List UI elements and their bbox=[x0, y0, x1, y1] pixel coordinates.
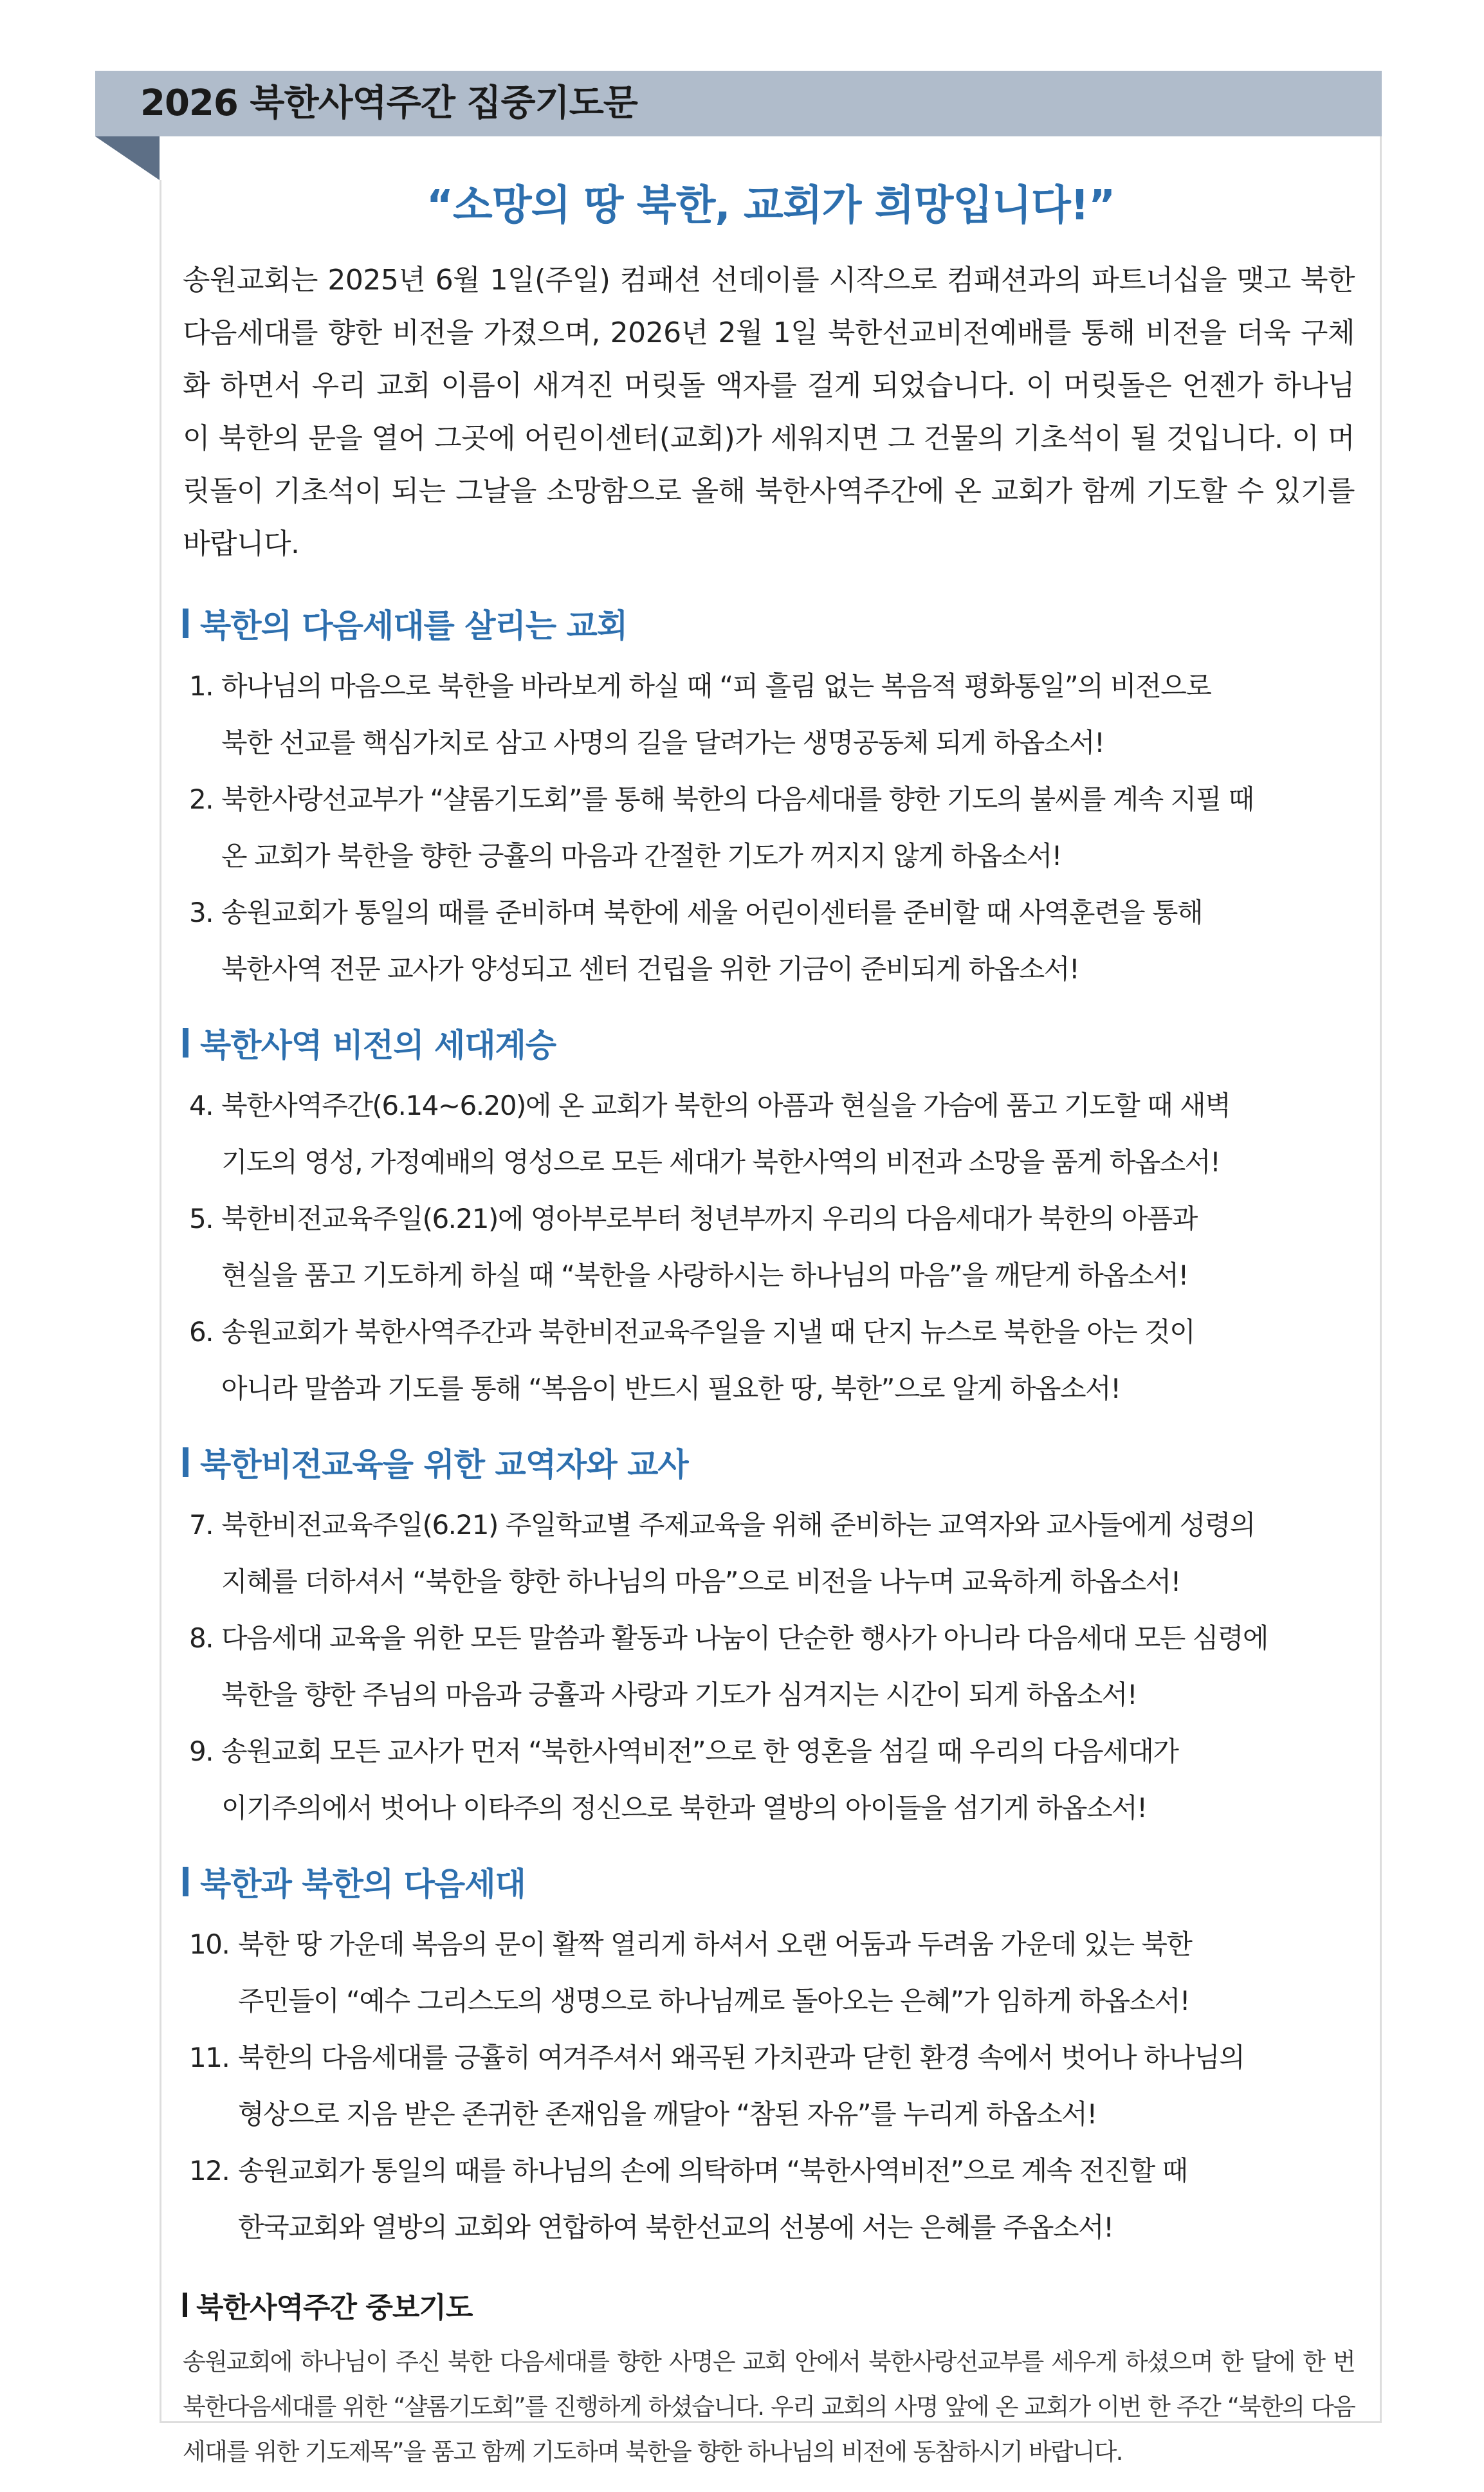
prayer-number: 7. bbox=[189, 1509, 214, 1541]
prayer-line: 한국교회와 열방의 교회와 연합하여 북한선교의 선봉에 서는 은혜를 주옵소서! bbox=[238, 2212, 1113, 2243]
prayer-number: 4. bbox=[189, 1090, 214, 1121]
prayer-number: 12. bbox=[189, 2155, 230, 2186]
prayer-line: 송원교회가 통일의 때를 하나님의 손에 의탁하며 “북한사역비전”으로 계속 전진할 때 bbox=[238, 2155, 1187, 2186]
intro-paragraph: 송원교회는 2025년 6월 1일(주일) 컴패션 선데이를 시작으로 컴패션과의 파트너십을 맺고 북한다음세대를 향한 비전을 가졌으며, 2026년 2월 1일 북한선교비전예배를 통해 비전을 더욱 구체화 하면서 우리 교회 이름이 새겨진 머릿돌 액자를 걸게 되었습니다. 이 머릿돌은 언젠가 하나님이 북한의 문을 열어 그곳에 어린이센터(교회)가 세워지면 그 건물의 기초석이 될 것입니다. 이 머릿돌이 기초석이 되는 그날을 소망함으로 올해 북한사역주간에 온 교회가 함께 기도할 수 있기를 바랍니다. bbox=[183, 264, 1355, 560]
prayer-line: 북한의 다음세대를 긍휼히 여겨주셔서 왜곡된 가치관과 닫힌 환경 속에서 벗어나 하나님의 bbox=[238, 2042, 1245, 2073]
prayer-item bbox=[183, 1077, 1355, 1191]
section-bar-icon bbox=[183, 1028, 188, 1058]
prayer-list bbox=[183, 658, 1355, 998]
prayer-line: 북한비전교육주일(6.21) 주일학교별 주제교육을 위해 준비하는 교역자와 교사들에게 성령의 bbox=[221, 1509, 1255, 1541]
prayer-line: 북한사역주간(6.14~6.20)에 온 교회가 북한의 아픔과 현실을 가슴에 품고 기도할 때 새벽 bbox=[221, 1090, 1231, 1121]
section-bar-icon bbox=[183, 1867, 188, 1896]
prayer-line: 북한을 향한 주님의 마음과 긍휼과 사랑과 기도가 심겨지는 시간이 되게 하옵소서! bbox=[221, 1679, 1137, 1710]
prayer-line: 온 교회가 북한을 향한 긍휼의 마음과 간절한 기도가 꺼지지 않게 하옵소서! bbox=[221, 840, 1062, 872]
section-heading-text: 북한사역 비전의 세대계승 bbox=[200, 1027, 556, 1064]
prayer-item bbox=[183, 1191, 1355, 1304]
section-heading bbox=[183, 1858, 1355, 1905]
prayer-number: 1. bbox=[189, 670, 214, 702]
prayer-number: 2. bbox=[189, 783, 214, 815]
section-bar-icon bbox=[183, 609, 188, 638]
document-body bbox=[183, 254, 1355, 2475]
section-heading bbox=[183, 1020, 1355, 1066]
section-heading-text: 북한과 북한의 다음세대 bbox=[200, 1865, 526, 1903]
intercession-heading-text: 북한사역주간 중보기도 bbox=[196, 2291, 473, 2324]
header-fold-decoration bbox=[95, 136, 160, 180]
prayer-line: 현실을 품고 기도하게 하실 때 “북한을 사랑하시는 하나님의 마음”을 깨닫게 하옵소서! bbox=[221, 1260, 1188, 1291]
section-bar-icon bbox=[183, 1447, 188, 1477]
section-heading bbox=[183, 1439, 1355, 1485]
prayer-item bbox=[183, 884, 1355, 998]
section-heading bbox=[183, 600, 1355, 646]
prayer-item bbox=[183, 658, 1355, 771]
intercession-paragraph: 송원교회에 하나님이 주신 북한 다음세대를 향한 사명은 교회 안에서 북한사랑선교부를 세우게 하셨으며 한 달에 한 번 북한다음세대를 위한 “샬롬기도회”를 진행하게 하셨습니다. 우리 교회의 사명 앞에 온 교회가 이번 한 주간 “북한의 다음세대를 위한 기도제목”을 품고 함께 기도하며 북한을 향한 하나님의 비전에 동참하시기 바랍니다. bbox=[183, 2348, 1355, 2466]
main-title: “소망의 땅 북한, 교회가 희망입니다!” bbox=[426, 182, 1115, 230]
prayer-item bbox=[183, 771, 1355, 884]
prayer-line: 형상으로 지음 받은 존귀한 존재임을 깨달아 “참된 자유”를 누리게 하옵소서! bbox=[238, 2098, 1097, 2130]
prayer-number: 11. bbox=[189, 2042, 230, 2073]
prayer-number: 10. bbox=[189, 1929, 230, 1960]
section-heading-text: 북한비전교육을 위한 교역자와 교사 bbox=[200, 1446, 688, 1483]
header-title: 2026 북한사역주간 집중기도문 bbox=[140, 82, 637, 124]
prayer-line: 이기주의에서 벗어나 이타주의 정신으로 북한과 열방의 아이들을 섬기게 하옵소서! bbox=[221, 1792, 1147, 1824]
prayer-list bbox=[183, 1077, 1355, 1417]
prayer-list bbox=[183, 1497, 1355, 1837]
prayer-line: 지혜를 더하셔서 “북한을 향한 하나님의 마음”으로 비전을 나누며 교육하게 하옵소서! bbox=[221, 1566, 1180, 1597]
prayer-line: 송원교회가 통일의 때를 준비하며 북한에 세울 어린이센터를 준비할 때 사역훈련을 통해 bbox=[221, 897, 1203, 928]
prayer-line: 주민들이 “예수 그리스도의 생명으로 하나님께로 돌아오는 은혜”가 임하게 하옵소서! bbox=[238, 1985, 1190, 2017]
prayer-line: 북한 선교를 핵심가치로 삼고 사명의 길을 달려가는 생명공동체 되게 하옵소서! bbox=[221, 727, 1104, 758]
content-panel-left-border bbox=[160, 180, 161, 2423]
section-heading-text: 북한의 다음세대를 살리는 교회 bbox=[200, 607, 628, 645]
prayer-line: 하나님의 마음으로 북한을 바라보게 하실 때 “피 흘림 없는 복음적 평화통일”의 비전으로 bbox=[221, 670, 1211, 702]
prayer-number: 5. bbox=[189, 1203, 214, 1234]
prayer-line: 기도의 영성, 가정예배의 영성으로 모든 세대가 북한사역의 비전과 소망을 품게 하옵소서! bbox=[221, 1146, 1220, 1178]
prayer-number: 8. bbox=[189, 1622, 214, 1654]
prayer-line: 송원교회 모든 교사가 먼저 “북한사역비전”으로 한 영혼을 섬길 때 우리의 다음세대가 bbox=[221, 1736, 1178, 1767]
prayer-item bbox=[183, 1304, 1355, 1417]
prayer-item bbox=[183, 2143, 1355, 2256]
prayer-item bbox=[183, 1497, 1355, 1610]
prayer-line: 북한 땅 가운데 복음의 문이 활짝 열리게 하셔서 오랜 어둠과 두려움 가운데 있는 북한 bbox=[238, 1929, 1192, 1960]
prayer-number: 6. bbox=[189, 1316, 214, 1348]
prayer-item bbox=[183, 1723, 1355, 1837]
prayer-line: 북한비전교육주일(6.21)에 영아부로부터 청년부까지 우리의 다음세대가 북한의 아픔과 bbox=[221, 1203, 1197, 1234]
prayer-line: 다음세대 교육을 위한 모든 말씀과 활동과 나눔이 단순한 행사가 아니라 다음세대 모든 심령에 bbox=[221, 1622, 1268, 1654]
prayer-line: 아니라 말씀과 기도를 통해 “복음이 반드시 필요한 땅, 북한”으로 알게 하옵소서! bbox=[221, 1373, 1121, 1404]
intercession-heading bbox=[183, 2284, 1355, 2325]
prayer-list bbox=[183, 1916, 1355, 2256]
prayer-number: 3. bbox=[189, 897, 214, 928]
intercession-bar-icon bbox=[183, 2293, 187, 2317]
prayer-item bbox=[183, 1610, 1355, 1723]
prayer-item bbox=[183, 2029, 1355, 2143]
prayer-line: 송원교회가 북한사역주간과 북한비전교육주일을 지낼 때 단지 뉴스로 북한을 아는 것이 bbox=[221, 1316, 1195, 1348]
prayer-line: 북한사랑선교부가 “샬롬기도회”를 통해 북한의 다음세대를 향한 기도의 불씨를 계속 지필 때 bbox=[221, 783, 1254, 815]
prayer-number: 9. bbox=[189, 1736, 214, 1767]
prayer-item bbox=[183, 1916, 1355, 2029]
prayer-line: 북한사역 전문 교사가 양성되고 센터 건립을 위한 기금이 준비되게 하옵소서! bbox=[221, 953, 1079, 985]
